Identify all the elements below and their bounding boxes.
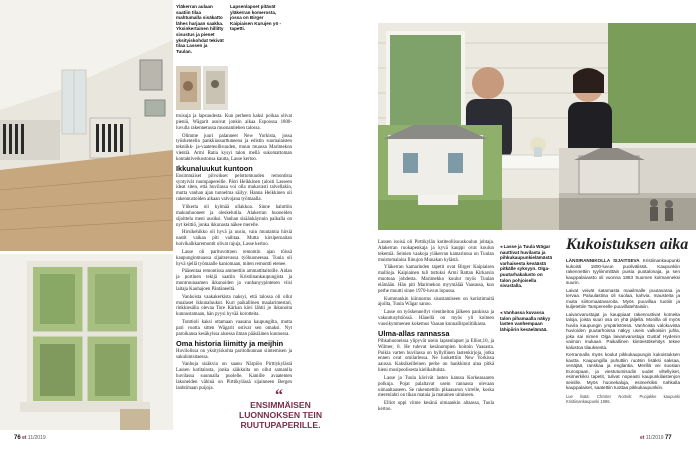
article-column-2 [378, 240, 494, 415]
photo-upstairs-lobby [0, 0, 173, 251]
caption-couple [500, 244, 554, 289]
sidebar-p3: Laivanvarustajat ja kauppiaat rakennuttivat komeita taloja, joista suuri osa on yhä jäljellä. Monilla oli myös huvila kaupungin ympäristössä. Vanhoista valokuvista huvioiden puutarhoissa näkyy usein valkoisiin juhla, joka sai nimen Olga laivanvarustaja Gustaf Hydenin vaimon mukaan. Paikallinen kiinteistökehitys tekee kalustoa tilauksesta. [566, 311, 680, 350]
col1-p2: Olimme juuri palanneet New Yorkista, jossa työskentelin pankkiassarttuneena ja edistin suomalaisten tekniikk- ja-vaateteollisuuden, muun muassa Marimekon vientiä. Armi Ratia kysyi talon mellä sukomattoman kontaktiverkostonsa kautta, Lasse kertoo. [176, 133, 292, 162]
pull-quote: ENSIMMÄISEN LUONNOKSEN TEIN RUUTUPAPERILLE. [238, 400, 323, 430]
magazine-logo-left: et [22, 435, 27, 441]
sidebar-lead: LÄNSIRANNIKOLLA SIJAITSEVA [566, 258, 640, 263]
col1-p4: Ylikerta oli kylmää ullakkoa. Sinne haluttiin makuuhuoneet ja oleskelutila. Alakerran huoneiden sijoittelu meni uusiksi. Vanhan sisäänkäynnin paikalla on nyt keittiö, jonka ikkunasta näkee merelle. [176, 204, 292, 228]
sidebar-credit: Lue lisää: Christer Nortvik: Puojakke kaupunki Kristiinankaupunki 1996. [566, 393, 680, 404]
caption-arrow-icon: ◂ [500, 310, 503, 315]
sidebar-p4: Kerrannalla myös koulut pikkukaupungin kukoistuksen kautta. Kaupungilla puhuttiin ruotsin lisäksi saksaa, venäjää, ranskaa ja englantia. Merillä vei suosian Euroopaan, ja viestutumisodin uudet viltellyiset, esimerkiksi tapetit, tulivat nopeasti kaupunkilaistenjon seinille. Myös huonekaluja, esimerkiksi nahkalla kauppalaiset, saatettiin tuottaa pikkukaupunkiin. [566, 352, 680, 390]
col2-p1: Lassen isoisä oli Pirttikylän kotiteollisuuskoulun johtaja. Alakerran ruokapenkaja ja kyvä kauppi ovat koulun tekemiä. Seinien vaakoja yläkerran kamarinssa on Tuulan muistomalaisa fiinujon Munakan kylästä. [378, 240, 494, 263]
caption-vintage [500, 310, 554, 332]
caption-lapsenlapset: Lapsenlapset pitävät yläkerran komerosta, jossa on Birger Kaipiaisen Kurujen yö -tapetti. [230, 4, 282, 32]
photo-window [0, 254, 173, 430]
sidebar-p1-text: Kristiinankaupunki kukoisti 1800-luvun puolivälissä. Kaupunkiin rakennettiin tyyliimmittäin puisia puotalonaja, ja sen kauppalaivasto oli vuonna 1863 Suomen kolmanneksi suurin. [566, 258, 681, 285]
sidebar-p1 [566, 258, 680, 286]
heading-oma-historia: Oma historia liimitty ja meijhin [176, 338, 284, 348]
col2-p6: Lasse ja Tuula kävivät lasten kanssa Korkeasaaren polkuja. Pojat palaltavat usein rannassa olevaan uimaaltaaseen. Se rakennettiin pikaasarun virrelle, koska merenlahti on tikan mataia ja matainen uimiseen. [378, 375, 494, 399]
col1-p11: Vanhoja sisäkvia on saanu Närpiön Pirttiykylästä Lassen kotitalosta, jonka säikkulta on ollut samanlla huvilassa suunnalla puolelle. Kamille avaatemen lakuneiden vähinä on Pirttikylässä sijainneen Bergen lanhtimaan puijoja. [176, 362, 292, 391]
col1-p10: Huvilolissa on yksityiskohta paritolkunnan siintemisen ja sakuhintsitaessa. [176, 348, 292, 360]
caption-upstairs-lobby: Yläkerran aulaan saatiin tilaa mahtumalla sisäkatto lähes harjaan saakka. Yksinkertainen hillitty sisustus ja pienet yksityiskohdat tekivät tilaa Lassen ja Tuulan. [176, 4, 224, 54]
photo-wallpaper-detail [203, 66, 228, 110]
magazine-logo-right: et [640, 435, 645, 441]
sidebar-box [566, 258, 680, 407]
footer-left [14, 435, 46, 441]
photo-house-garden [378, 125, 502, 230]
caption-couple-text: Lasse ja Tuula Wägar nauttivat huvilasta ja pihkukaupunkielämästä varhaisesta keväästä pitkälle syksyyn. Olga-puutarhakalusto on talon pohjoisella sivustalla. [500, 244, 553, 289]
col1-p8: Vanhoista vaakakerkista naksyi, että talossa oli ollut mualaset ikkunaluukut. Kuri paikallinen maalarimestari, rinkkiesälla olevaa Tore Kärkan kävi lähtii jo ikkunoita kunnostamaan, hän pyysi hyvää korotteita. [176, 294, 292, 318]
article-column-1 [176, 114, 292, 394]
issue-right: 11/2019 [645, 435, 664, 441]
col2-p5: Pihkahuoneissa ylipyvät usein lapsenlapset ja Elliot,10, ja Wilmer, 8. He tulevat kesänompien hoitoin Vaasasta. Poikia varten huvilassa on hyllyllinen lastenkirjoja, jotka ennen ovat omilarlessa. Ne luoketttiin New Yorkissa aaussa. Kaksikeilleinen perhe on hankkinut aina pitkä hieni mosipoolisesta kielikaltulsta. [378, 338, 494, 374]
page-number-right: 77 [664, 435, 672, 441]
sidebar-title: Kukoistuksen aika [566, 236, 689, 253]
photo-vintage-family [559, 148, 696, 230]
col2-p7: Elliot oppi viime kesänä uimaankin altaassa, Tuula kertoo. [378, 401, 494, 413]
page-number-left: 76 [14, 435, 21, 441]
col1-p5: Hirsikehikko oli hyvä ja uusiu, vain muutamia hirsiä nastit vaikaa piti vaihtaa. Mutta kirsipernaitan hoivikalkkaremontit olivat rajuja, Lasse kertoo. [176, 230, 292, 248]
col1-p1: truisuja ja lapsuudesta. Kun perheen kaksi poikaa olivat pieniä, Wägarit asuivat jonkin aikaa Espoossa 1800-luvulla rakennetussa muonamiehen talossa. [176, 114, 292, 131]
caption-vintage-text: Vanhassa kuvassa talon pihamaalla näkyy lasten vanhempaan lähipiirin kesäelämää. [500, 310, 551, 332]
heading-ikkunaluukut: Ikkunaluukut kuntoon [176, 163, 253, 173]
col2-p3: Kummankin kiinnostus sisustamiseen on koristimuitä ajoilta, Tuula Wägar sanoo. [378, 296, 494, 308]
sidebar-p2: Laivat veivät satamasta maailmalle puutavaraa ja tervaa. Paluulastina oli suolaa, kahvia, mausteita ja muita siirtomaatavaroita. Myös puuvillaa tuotiin ja kuljetettiin Tampereelle puuvillatehtaisiin. [566, 287, 680, 309]
col1-p9: Tonttioli kaksi ottamaan vaasana kaupungilta, mutta pari vuotta sitten Wägarit ostivat sen omaksi. Nyt paroikansa kesäkylssa aluessa ilman pääsiäinen kunnossa. [176, 320, 292, 337]
photo-wallpaper-closet [176, 66, 201, 110]
col2-p4: Lasse on työskennellyt vientiteiton jälkeen pankissa ja vakuutusyhtiössä. Hänellä on myös yli kolmen vuosikymmenen kokemus Vaasan kunnallispolitiikasta. [378, 310, 494, 327]
footer-right [640, 435, 672, 441]
quote-mark-icon: “ [275, 387, 283, 404]
col1-p7: Pääsentaa remontissa ammettiin ammattitaitoille. Aidan ja portinen tekijä saatiin Kristiinankaupungista ja montruunaamen ikkunoiden ja vanhanyypintesen viisi laitaja Kauhajoen Päntäneeltä. [176, 269, 292, 292]
col1-p6: Lasse oli parituvottoen remontin ajan töissä kaupunginmuassa sijaitsevassa työhuoneesaa. Tuula oli hyvä sjellä työmaalle kaniomaan, miten remontti etenee. [176, 249, 292, 267]
col2-p2: Yläkerran kamarinden tapetit ovat Birger Kaipiaisen mallioja. Kaipiainen tuli tuttuksi Armi Rattan Kirkarsin muotoaa johdesta. Marimekko koulut myös Tuulan elämään. Hän piti Marimekon myymälää Vaasassa, kun perhe muutti sinne 1970-luvun lopussa. [378, 265, 494, 294]
caption-arrow-icon: ◂ [500, 244, 503, 249]
heading-uima-allas: Ulma-allas rannassa [378, 328, 450, 338]
col1-p3: Ensimmäiset pilvoikset pelottomuuden remontista syntyivät ruutupapereille. Pätri Heikkinen (alosti Lasseen ideat siten, että huvilassa voi olla mukavasti talvellakin, mutta vanhan ajan tunnelma säilyy. Hanna Heikkinen oli rakennustoiden aikaan valvojana työmaalla. [176, 173, 292, 203]
issue-left: 11/2019 [27, 435, 46, 441]
